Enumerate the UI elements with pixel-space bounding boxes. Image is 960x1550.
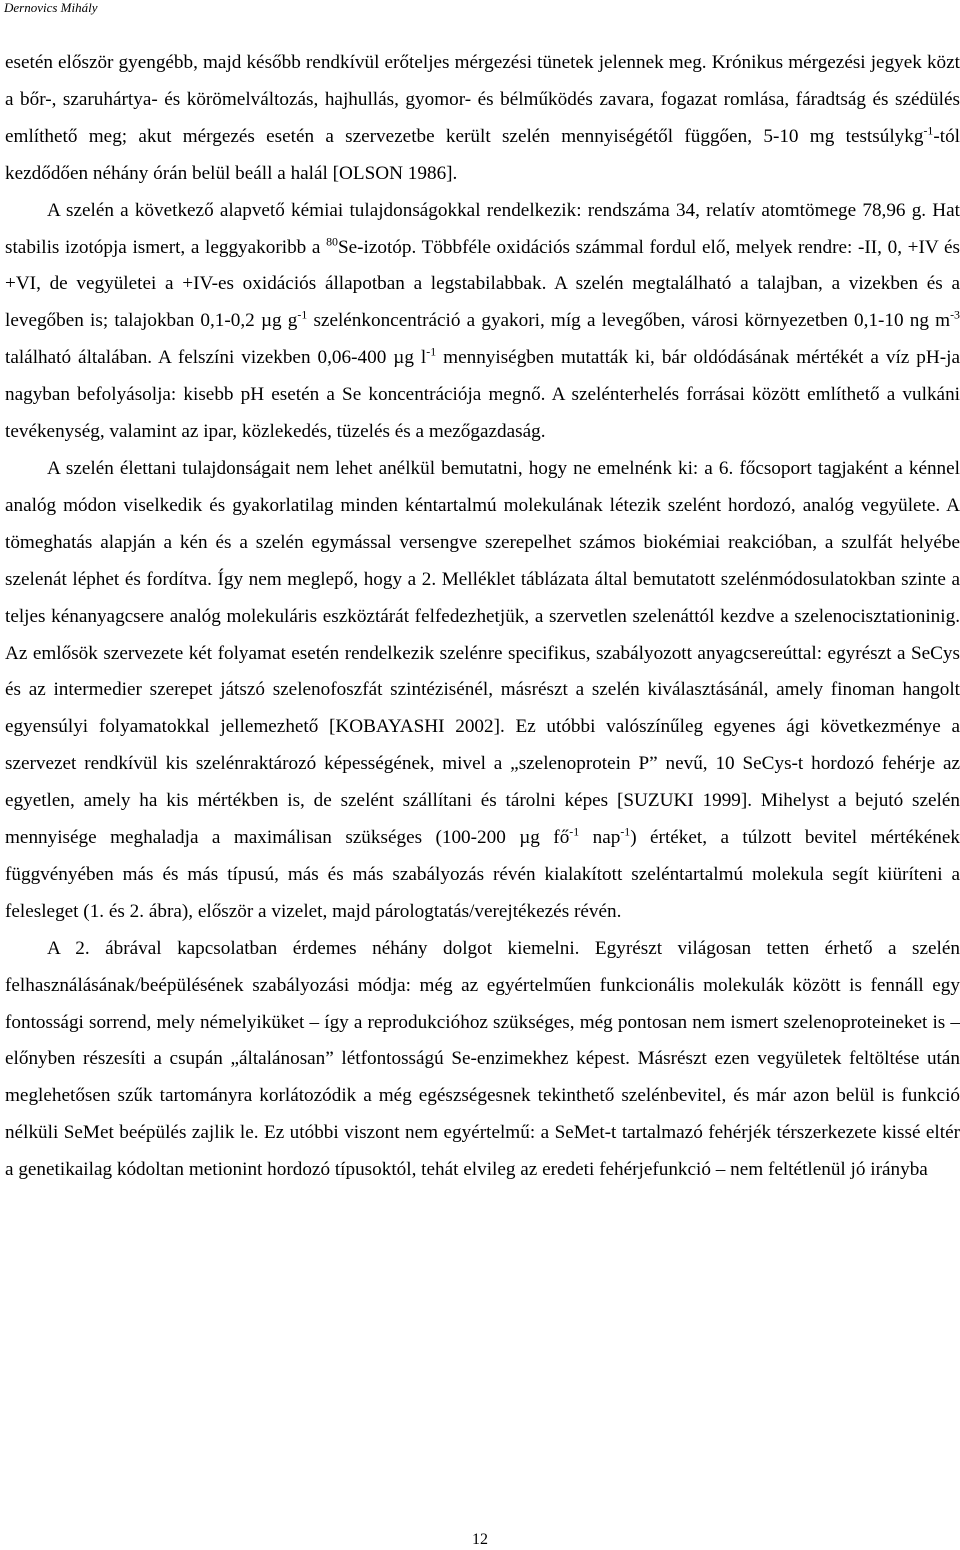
superscript: -1 xyxy=(569,824,580,839)
superscript: -1 xyxy=(620,824,631,839)
document-body xyxy=(5,45,960,1189)
text-run: nap xyxy=(579,827,621,849)
text-run: A 2. ábrával kapcsolatban érdemes néhány dolgot kiemelni. Egyrészt világosan tetten érhető a szelén felhasználásának/beépülésének szabályozási módja: még az egyértelműen funkcionális molekulák között is fennáll egy fontossági sorrend, mely némelyiküket – így a reprodukcióhoz szükséges, még pontosan nem ismert szelenoproteineket is – előnyben részesíti a csupán „általánosan” létfontosságú Se-enzimekhez képest. Másrészt ezen vegyületek feltöltése után meglehetősen szűk tartományra korlátozódik a még egészségesnek tekinthető szelénbevitel, és már azon belül is funkció nélküli SeMet beépülés zajlik le. Ez utóbbi viszont nem egyértelmű: a SeMet-t tartalmazó fehérjék térszerkezete kissé eltér a genetikailag kódoltan metionint hordozó típusoktól, tehát elvileg az eredeti fehérjefunkció – nem feltétlenül jó irányba xyxy=(5,937,960,1181)
running-header-author: Dernovics Mihály xyxy=(4,0,98,15)
paragraph xyxy=(5,193,960,451)
text-run: A szelén a következő alapvető kémiai tulajdonságokkal rendelkezik: rendszáma 34, relatív atomtömege 78,96 g. Hat stabilis izotópja ismert, a leggyakoribb a xyxy=(5,199,960,258)
text-run: A szelén élettani tulajdonságait nem lehet anélkül bemutatni, hogy ne emelnénk ki: a 6. főcsoport tagjaként a kénnel analóg módon viselkedik és gyakorlatilag minden kéntartalmú molekulának létezik szelént hordozó, analóg vegyülete. A tömeghatás alapján a kén és a szelén egymással versengve szerepelhet számos biokémiai reakcióban, a szulfát helyébe szelenát léphet és fordítva. Így nem meglepő, hogy a 2. Melléklet táblázata által bemutatott szelénmódosulatokban szinte a teljes kénanyagcsere analóg molekuláris eszköztárát felfedezhetjük, a szervetlen szelenáttól kezdve a szelenocisztationinig. Az emlősök szervezete két folyamat esetén rendelkezik szelénre specifikus, szabályozott anyagcsereúttal: egyrészt a SeCys és az intermedier szerepet játszó szelenofoszfát szintézisénél, másrészt a szelén kiválasztásánál, amely finoman hangolt egyensúlyi folyamatokkal jellemezhető [KOBAYASHI 2002]. Ez utóbbi valószínűleg egyenes ági következménye a szervezet rendkívül kis szelénraktározó képességének, mivel a „szelenoprotein P” nevű, 10 SeCys-t hordozó fehérje az egyetlen, amely ha kis mértékben is, de szelént szállítani és tárolni képes [SUZUKI 1999]. Mihelyst a bejutó szelén mennyisége meghaladja a maximálisan szükséges (100-200 µg fő xyxy=(5,457,960,849)
superscript: -1 xyxy=(297,307,308,322)
text-run: szelénkoncentráció a gyakori, míg a levegőben, városi környezetben 0,1-10 ng m xyxy=(307,310,951,332)
text-run: Se-izotóp. Többféle oxidációs számmal fordul elő, melyek rendre: -II, 0, +IV és +VI, de vegyületei a +IV-es oxidációs állapotban a legstabilabbak. A szelén megtalálható a talajban, a vizekben és a levegőben is; talajokban 0,1-0,2 µg g xyxy=(5,236,960,332)
paragraph xyxy=(5,931,960,1189)
superscript: 80 xyxy=(326,234,338,249)
superscript: -3 xyxy=(950,307,960,322)
superscript: -1 xyxy=(426,344,437,359)
text-run: -tól kezdődően néhány órán belül beáll a halál [OLSON 1986]. xyxy=(5,125,960,184)
superscript: -1 xyxy=(923,123,934,138)
text-run: található általában. A felszíni vizekben 0,06-400 µg l xyxy=(5,347,427,369)
text-run: ) értéket, a túlzott bevitel mértékének függvényében más és más típusú, más és más szabályozás révén kialakított szeléntartalmú molekula segít kiüríteni a felesleget (1. és 2. ábra), először a vizelet, majd párologtatás/verejtékezés révén. xyxy=(5,827,960,922)
paragraph xyxy=(5,45,960,193)
text-run: mennyiségben mutatták ki, bár oldódásának mértékét a víz pH-ja nagyban befolyásolja: kisebb pH esetén a Se koncentrációja megnő. A szelénterhelés forrásai között említhető a vulkáni tevékenység, valamint az ipar, közlekedés, tüzelés és a mezőgazdaság. xyxy=(5,347,960,443)
paragraph xyxy=(5,451,960,931)
page-number: 12 xyxy=(472,1531,488,1548)
text-run: esetén először gyengébb, majd később rendkívül erőteljes mérgezési tünetek jelennek meg. Krónikus mérgezési jegyek közt a bőr-, szaruhártya- és körömelváltozás, hajhullás, gyomor- és bélműködés zavara, fogazat romlása, fáradtság és szédülés említhető meg; akut mérgezés esetén a szervezetbe került szelén mennyiségétől függően, 5-10 mg testsúlykg xyxy=(5,52,960,147)
